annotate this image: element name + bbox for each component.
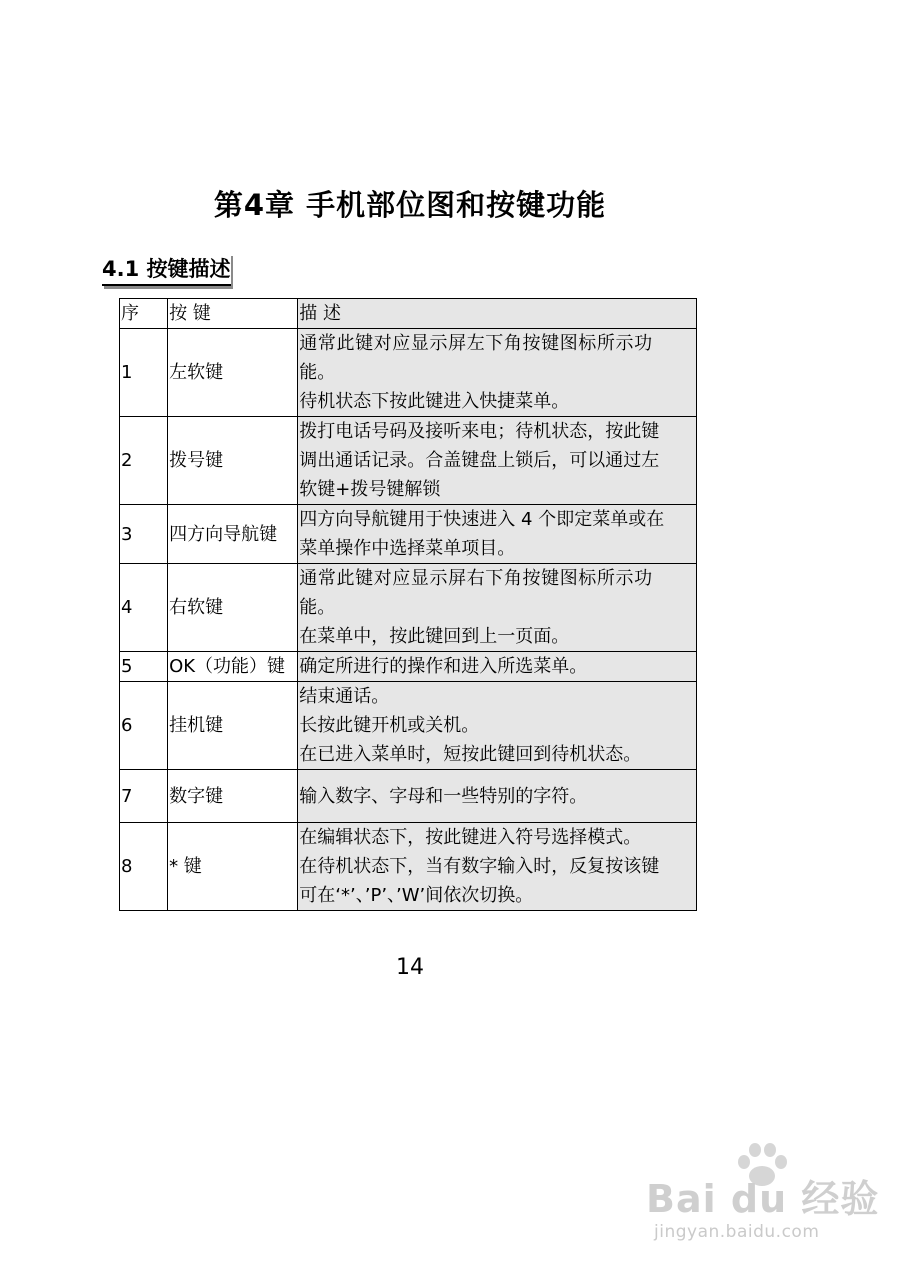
- description-line: 在菜单中，按此键回到上一页面。: [299, 626, 570, 647]
- key-description-table: [119, 298, 697, 911]
- table-row: [120, 770, 697, 823]
- description-line: 通常此键对应显示屏左下角按键图标所示功: [299, 333, 653, 354]
- row-number: 1: [120, 329, 168, 417]
- description-line: 在待机状态下，当有数字输入时，反复按该键: [299, 856, 660, 877]
- description-line: 结束通话。: [299, 686, 390, 707]
- description-line: 能。: [299, 597, 336, 618]
- table-row: [120, 505, 697, 564]
- table-row: [120, 417, 697, 505]
- header-number: 序: [120, 299, 168, 329]
- row-number: 2: [120, 417, 168, 505]
- chapter-title: 第4章 手机部位图和按键功能: [213, 188, 607, 222]
- key-name: 数字键: [168, 770, 298, 823]
- key-description: [298, 505, 697, 564]
- description-line: 软键+拨号键解锁: [299, 479, 441, 500]
- key-name: 四方向导航键: [168, 505, 298, 564]
- key-description: [298, 823, 697, 911]
- table-row: [120, 329, 697, 417]
- description-line: 能。: [299, 362, 336, 383]
- page-number: 14: [396, 955, 424, 980]
- row-number: 6: [120, 682, 168, 770]
- key-name: 拨号键: [168, 417, 298, 505]
- key-name: 挂机键: [168, 682, 298, 770]
- key-name: * 键: [168, 823, 298, 911]
- key-description: [298, 682, 697, 770]
- watermark-url: jingyan.baidu.com: [654, 1222, 820, 1242]
- description-line: 确定所进行的操作和进入所选菜单。: [299, 656, 588, 677]
- description-line: 待机状态下按此键进入快捷菜单。: [299, 391, 570, 412]
- watermark: [640, 1140, 880, 1250]
- key-name: OK（功能）键: [168, 652, 298, 682]
- description-line: 输入数字、字母和一些特别的字符。: [299, 785, 588, 807]
- row-number: 5: [120, 652, 168, 682]
- header-key: 按 键: [168, 299, 298, 329]
- table-row: [120, 652, 697, 682]
- watermark-logo: Bai du 经验: [646, 1177, 880, 1221]
- key-description: [298, 417, 697, 505]
- key-description: [298, 329, 697, 417]
- row-number: 7: [120, 770, 168, 823]
- row-number: 3: [120, 505, 168, 564]
- key-description: [298, 564, 697, 652]
- description-line: 拨打电话号码及接听来电；待机状态，按此键: [299, 421, 660, 442]
- table-row: [120, 682, 697, 770]
- row-number: 4: [120, 564, 168, 652]
- description-line: 可在‘*’、’P’、’W’间依次切换。: [299, 885, 534, 906]
- table-row: [120, 564, 697, 652]
- table-row: [120, 823, 697, 911]
- table-header-row: [120, 299, 697, 329]
- description-line: 在编辑状态下，按此键进入符号选择模式。: [299, 827, 642, 848]
- description-line: 四方向导航键用于快速进入 4 个即定菜单或在: [299, 509, 665, 530]
- description-line: 在已进入菜单时，短按此键回到待机状态。: [299, 744, 642, 765]
- key-description: [298, 770, 697, 823]
- description-line: 菜单操作中选择菜单项目。: [299, 538, 516, 559]
- key-name: 右软键: [168, 564, 298, 652]
- key-name: 左软键: [168, 329, 298, 417]
- header-description: 描 述: [298, 299, 697, 329]
- description-line: 长按此键开机或关机。: [299, 715, 480, 736]
- section-heading: 4.1 按键描述: [102, 253, 231, 286]
- description-line: 调出通话记录。合盖键盘上锁后，可以通过左: [299, 450, 660, 471]
- key-description: [298, 652, 697, 682]
- description-line: 通常此键对应显示屏右下角按键图标所示功: [299, 568, 653, 589]
- row-number: 8: [120, 823, 168, 911]
